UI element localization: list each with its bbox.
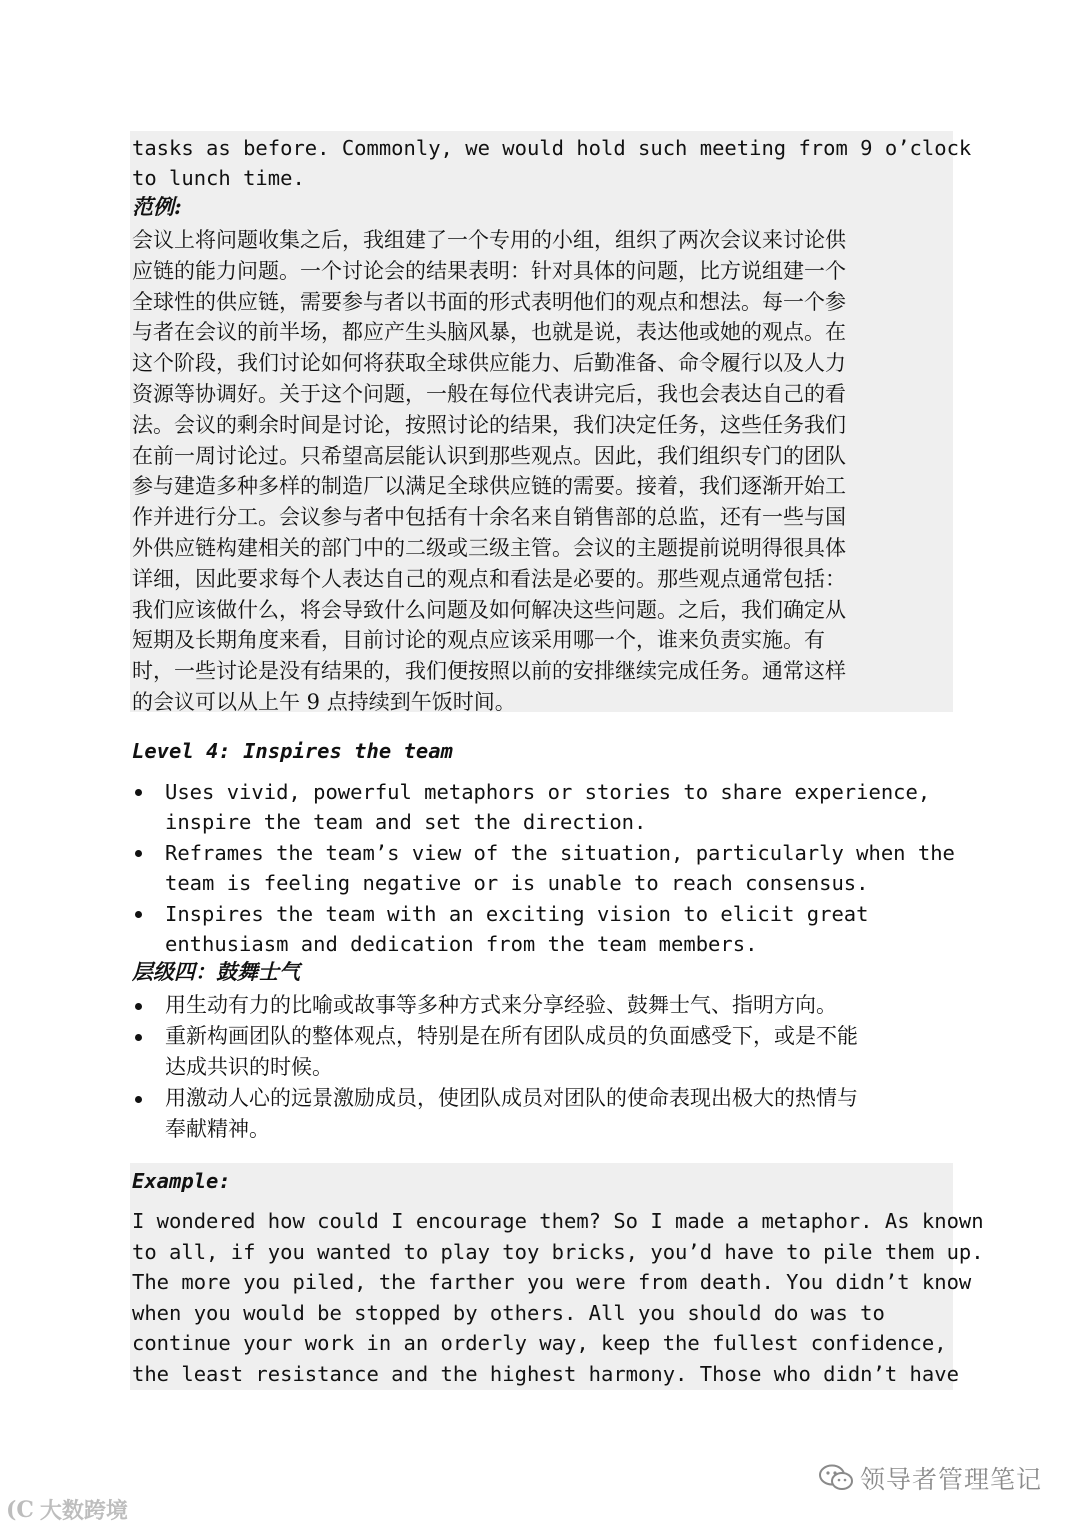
text-line: 全球性的供应链，需要参与者以书面的形式表明他们的观点和想法。每一个参 (132, 289, 846, 314)
text-line: The more you piled, the farther you were from death. You didn’t know (132, 1270, 972, 1294)
text-line: 参与建造多种多样的制造厂以满足全球供应链的需要。接着，我们逐渐开始工 (132, 474, 846, 499)
text-line: 这个阶段，我们讨论如何将获取全球供应能力、后勤准备、命令履行以及人力 (132, 351, 846, 376)
bullet-text-line: 用生动有力的比喻或故事等多种方式来分享经验、鼓舞士气、指明方向。 (165, 993, 837, 1017)
bullet-text-line: team is feeling negative or is unable to reach consensus. (165, 871, 869, 896)
example1-chinese-text (132, 225, 947, 718)
bullet-text-line: Uses vivid, powerful metaphors or stories to share experience, (165, 780, 931, 804)
text-line: tasks as before. Commonly, we would hold such meeting from 9 o’clock (132, 136, 972, 160)
text-line: 短期及长期角度来看，目前讨论的观点应该采用哪一个，谁来负责实施。有 (132, 628, 825, 653)
text-line: to lunch time. (132, 166, 305, 190)
level4-heading: Level 4: Inspires the team (132, 739, 453, 763)
wechat-icon (818, 1463, 854, 1493)
example2-heading: Example: (132, 1169, 231, 1193)
list-item (132, 777, 955, 838)
text-line: I wondered how could I encourage them? So I made a metaphor. As known (132, 1209, 984, 1233)
text-line: 在前一周讨论过。只希望高层能认识到那些观点。因此，我们组织专门的团队 (132, 443, 846, 468)
bullet-text-line: 用激动人心的远景激励成员，使团队成员对团队的使命表现出极大的热情与 (165, 1086, 858, 1110)
bullet-icon (135, 1003, 142, 1010)
watermark-source (6, 1494, 128, 1525)
example2-text (132, 1206, 984, 1389)
text-line: continue your work in an orderly way, keep the fullest confidence, (132, 1331, 947, 1355)
bullet-icon (135, 789, 142, 796)
bullet-text-line: 达成共识的时候。 (165, 1055, 333, 1079)
text-line: 法。会议的剩余时间是讨论，按照讨论的结果，我们决定任务，这些任务我们 (132, 412, 846, 437)
text-line: 详细，因此要求每个人表达自己的观点和看法是必要的。那些观点通常包括： (132, 566, 846, 591)
watermark-text: 大数跨境 (39, 1498, 128, 1524)
text-line: 会议上将问题收集之后，我组建了一个专用的小组，组织了两次会议来讨论供 (132, 228, 846, 252)
bullet-icon (135, 911, 142, 918)
list-item (132, 1083, 858, 1145)
text-line: 与者在会议的前半场，都应产生头脑风暴，也就是说，表达他或她的观点。在 (132, 320, 846, 345)
text-line: 资源等协调好。关于这个问题，一般在每位代表讲完后，我也会表达自己的看 (132, 381, 846, 406)
level4-chinese-heading: 层级四：鼓舞士气 (132, 959, 300, 984)
level4-chinese-bullet-list (132, 990, 858, 1145)
text-line: to all, if you wanted to play toy bricks, you’d have to pile them up. (132, 1239, 984, 1264)
list-item (132, 990, 858, 1021)
bullet-text-line: inspire the team and set the direction. (165, 810, 647, 835)
text-line: when you would be stopped by others. All you should do was to (132, 1300, 885, 1325)
list-item (132, 1021, 858, 1083)
text-line: 时，一些讨论是没有结果的，我们便按照以前的安排继续完成任务。通常这样 (132, 659, 846, 684)
bullet-text-line: Reframes the team’s view of the situation, particularly when the (165, 840, 955, 865)
watermark-wechat (818, 1460, 1042, 1496)
example1-english-text (132, 133, 971, 193)
level4-bullet-list (132, 777, 955, 959)
example1-chinese-heading: 范例: (132, 194, 182, 219)
text-line: 外供应链构建相关的部门中的二级或三级主管。会议的主题提前说明得很具体 (132, 535, 846, 560)
text-line: 作并进行分工。会议参与者中包括有十余名来自销售部的总监，还有一些与国 (132, 505, 846, 530)
text-line: the least resistance and the highest harmony. Those who didn’t have (132, 1361, 959, 1386)
list-item (132, 838, 955, 899)
watermark-text: 领导者管理笔记 (860, 1465, 1043, 1494)
bullet-icon (135, 1034, 142, 1041)
bullet-text-line: Inspires the team with an exciting vision to elicit great (165, 901, 869, 926)
bullet-icon (135, 850, 142, 857)
bullet-text-line: enthusiasm and dedication from the team members. (165, 932, 758, 957)
list-item (132, 899, 955, 960)
bullet-text-line: 重新构画团队的整体观点，特别是在所有团队成员的负面感受下，或是不能 (165, 1024, 858, 1048)
text-line: 的会议可以从上午 9 点持续到午饭时间。 (132, 689, 516, 714)
bullet-icon (135, 1096, 142, 1103)
text-line: 我们应该做什么，将会导致什么问题及如何解决这些问题。之后，我们确定从 (132, 597, 846, 622)
watermark-prefix: (C (6, 1496, 34, 1523)
text-line: 应链的能力问题。一个讨论会的结果表明：针对具体的问题，比方说组建一个 (132, 258, 846, 283)
bullet-text-line: 奉献精神。 (165, 1117, 270, 1141)
